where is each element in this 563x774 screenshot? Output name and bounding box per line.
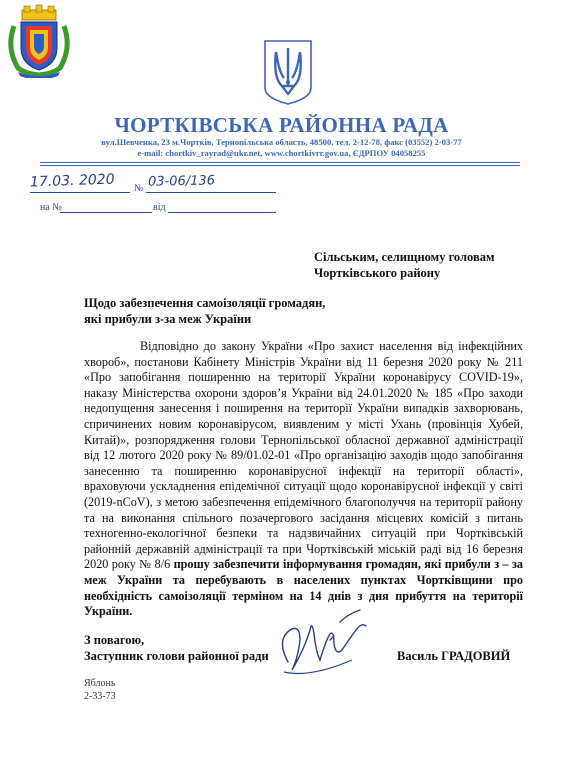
contact-address: вул.Шевченка, 23 м.Чортків, Тернопільська область, 48500, тел. 2-12-78, факс (03552) 2-03-77 bbox=[101, 137, 462, 147]
addressee-line-2: Чортківського району bbox=[314, 266, 441, 280]
signer-title: Заступник голови районної ради bbox=[84, 649, 269, 663]
closing-regards: З повагою, bbox=[84, 633, 145, 647]
registration-number-label: № bbox=[134, 183, 144, 194]
reply-number-underline bbox=[60, 212, 152, 213]
header-divider bbox=[40, 162, 520, 163]
contact-email-web: e-mail: chortkiv_rayrad@ukr.net, www.chortkivrr.gov.ua, ЄДРПОУ 04058255 bbox=[137, 148, 426, 158]
registration-number-handwritten: 03-06/136 bbox=[147, 173, 216, 190]
subject-line-1: Щодо забезпечення самоізоляції громадян, bbox=[84, 296, 326, 310]
registration-date-handwritten: 17.03. 2020 bbox=[29, 171, 115, 191]
organization-name: ЧОРТКІВСЬКА РАЙОННА РАДА bbox=[114, 113, 449, 137]
district-coat-of-arms-icon bbox=[4, 4, 74, 78]
body-request-text: прошу забезпечити інформування громадян, які прибули з – за меж України та перебувають в населених пунктах Чортківщини про необхідність самоізоляції терміном на 14 днів з дня прибуття на території України. bbox=[84, 557, 524, 619]
number-underline bbox=[146, 192, 276, 193]
executor-name: Яблонь bbox=[84, 678, 116, 689]
letter-body bbox=[84, 339, 523, 620]
date-underline bbox=[30, 192, 130, 193]
signer-name: Василь ГРАДОВИЙ bbox=[397, 649, 511, 663]
header-divider-thin bbox=[40, 165, 520, 166]
body-regular-text: Відповідно до закону України «Про захист населення від інфекційних хвороб», постанови Кабінету Міністрів України від 11 березня 2020 року № 211 «Про запобігання поширенню на території України коронавірусу COVID-19», наказу Міністерства охорони здоров’я України від 24.01.2020 № 185 «Про заходи недопущення занесення і поширення на території України випадків захворювань, спричинених новим коронавірусом, виявленим у місті Ухань (провінція Хубей, Китай)», розпорядження голови Тернопільської обласної державної адміністрації від 12 лютого 2020 року № 89/01.02-01 «Про організацію заходів щодо запобігання занесенню та поширенню коронавірусної інфекції на території області», враховуючи ускладнення епідемічної ситуації щодо коронавірусної інфекції у світі (2019-nCoV), з метою забезпечення епідемічного благополуччя на території району та на виконання спільного позачергового засідання місцевих комісій з питань техногенно-екологічної безпеки та надзвичайних ситуацій при Чортківській районній державній адміністрації та при Чортківській міській раді від 16 березня 2020 року № 8/6 bbox=[84, 339, 523, 572]
subject-line-2: які прибули з-за меж України bbox=[84, 312, 252, 326]
executor-phone: 2-33-73 bbox=[84, 691, 116, 702]
reply-date-label: від bbox=[153, 202, 166, 213]
ukraine-trident-icon bbox=[262, 38, 314, 106]
reply-number-label: на № bbox=[40, 202, 62, 213]
addressee-line-1: Сільським, селищному головам bbox=[314, 250, 495, 264]
signature-icon bbox=[270, 600, 380, 690]
reply-date-underline bbox=[168, 212, 276, 213]
